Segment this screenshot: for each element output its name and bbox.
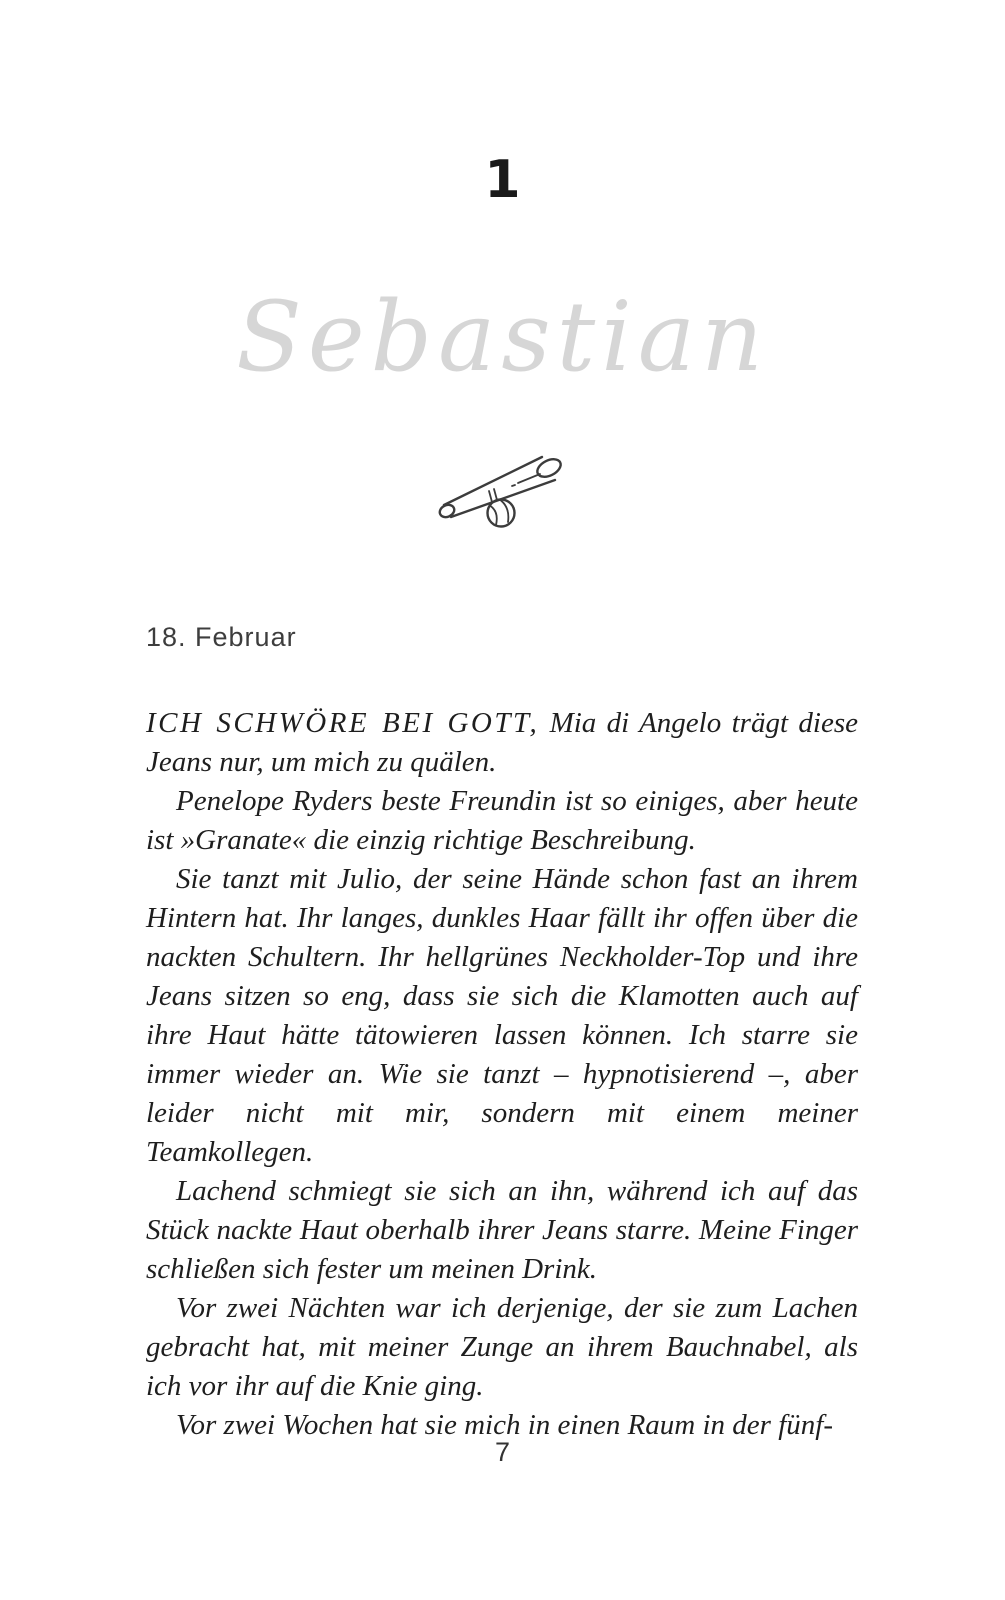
body-paragraph: Penelope Ryders beste Freundin ist so einiges, aber heute ist »Granate« die einzig richtige Beschreibung. (146, 785, 858, 856)
baseball-bat-illustration (0, 436, 1005, 536)
page-number: 7 (494, 1437, 511, 1467)
body-text (146, 704, 858, 1445)
body-paragraph: Vor zwei Wochen hat sie mich in einen Raum in der fünf- (176, 1409, 833, 1441)
lead-caps-phrase: ICH SCHWÖRE BEI GOTT, (146, 707, 540, 739)
chapter-number: 1 (484, 150, 521, 210)
body-paragraph: Vor zwei Nächten war ich derjenige, der sie zum Lachen gebracht hat, mit meiner Zunge an ihrem Bauchnabel, als ich vor ihr auf die Knie ging. (146, 1292, 858, 1402)
body-paragraph: Lachend schmiegt sie sich an ihn, während ich auf das Stück nackte Haut oberhalb ihrer Jeans starre. Meine Finger schließen sich fester um meinen Drink. (146, 1175, 858, 1285)
body-paragraph: ICH SCHWÖRE BEI GOTT, Mia di Angelo trägt diese Jeans nur, um mich zu quälen. (146, 707, 858, 778)
baseball-bat-icon (428, 436, 578, 536)
date-heading: 18. Februar (146, 622, 297, 652)
chapter-title-script: Sebastian (236, 281, 769, 393)
body-paragraph: Sie tanzt mit Julio, der seine Hände schon fast an ihrem Hintern hat. Ihr langes, dunkles Haar fällt ihr offen über die nackten Schultern. Ihr hellgrünes Neckholder-Top und ihre Jeans sitzen so eng, dass sie sich die Klamotten auch auf ihre Haut hätte tätowieren lassen können. Ich starre sie immer wieder an. Wie sie tanzt – hypnotisierend –, aber leider nicht mit mir, sondern mit einem meiner Teamkollegen. (146, 863, 858, 1168)
